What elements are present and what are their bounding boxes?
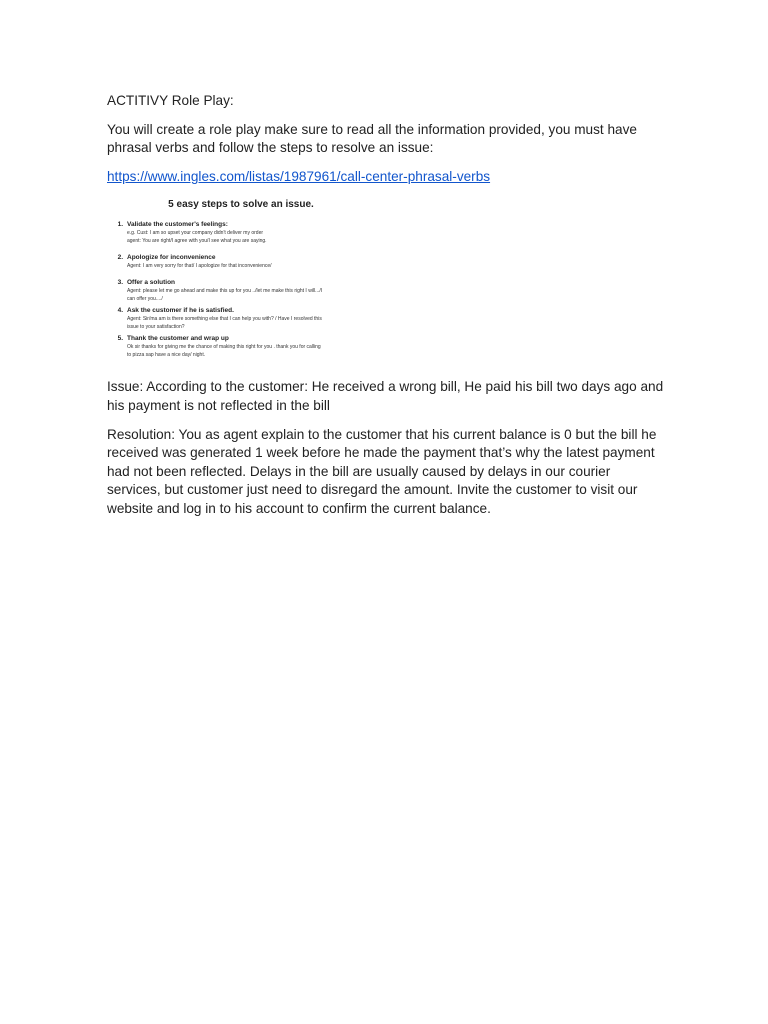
step-1 xyxy=(107,220,365,245)
step-detail: e.g. Cust: I am so upset your company didn't deliver my order xyxy=(127,230,264,237)
step-number: 2. xyxy=(117,254,123,262)
step-number: 1. xyxy=(117,221,123,229)
step-detail: issue to your satisfaction? xyxy=(127,324,185,331)
resolution-paragraph: Resolution: You as agent explain to the customer that his current balance is 0 but the bill he received was generated 1 week before he made the payment that’s why the latest payment had not been reflected. Delays in the bill are usually caused by delays in our courier services, but customer just need to disregard the amount. Invite the customer to visit our website and log in to his account to confirm the current balance. xyxy=(107,426,657,516)
step-title: Apologize for inconvenience xyxy=(127,254,216,262)
step-title: Ask the customer if he is satisfied. xyxy=(127,307,234,315)
steps-heading: 5 easy steps to solve an issue. xyxy=(168,199,314,211)
step-detail: to pizza sap have a nice day/ night. xyxy=(127,352,206,359)
step-3 xyxy=(107,278,365,303)
step-detail: Agent: Sir/ma am is there something else that I can help you with? / Have I resolved this xyxy=(127,316,322,323)
activity-title: ACTITIVY Role Play: xyxy=(107,93,234,108)
step-detail: Agent: I am very sorry for that/ I apologize for that inconvenience/ xyxy=(127,263,272,270)
step-4 xyxy=(107,306,365,331)
step-detail: can offer you..../ xyxy=(127,296,163,303)
step-number: 4. xyxy=(117,307,123,315)
steps-figure xyxy=(107,194,365,366)
document-page xyxy=(107,92,667,529)
step-title: Offer a solution xyxy=(127,279,176,287)
phrasal-verbs-link[interactable]: https://www.ingles.com/listas/1987961/call-center-phrasal-verbs xyxy=(107,168,491,184)
step-detail: Ok sir thanks for giving me the chance of making this right for you . thank you for calling xyxy=(127,344,321,351)
step-title: Thank the customer and wrap up xyxy=(127,335,229,343)
step-2 xyxy=(107,253,365,270)
issue-paragraph: Issue: According to the customer: He received a wrong bill, He paid his bill two days ago and his payment is not reflected in the bill xyxy=(107,379,664,413)
step-5 xyxy=(107,334,365,359)
step-detail: Agent: please let me go ahead and make this up for you ../let me make this right I will.../I xyxy=(127,288,323,295)
step-number: 3. xyxy=(117,279,123,287)
intro-paragraph: You will create a role play make sure to read all the information provided, you must have phrasal verbs and follow the steps to resolve an issue: xyxy=(107,121,637,156)
step-number: 5. xyxy=(117,335,123,343)
step-title: Validate the customer's feelings: xyxy=(127,221,228,229)
step-detail: agent: You are right/I agree with you/I see what you are saying. xyxy=(127,238,267,245)
